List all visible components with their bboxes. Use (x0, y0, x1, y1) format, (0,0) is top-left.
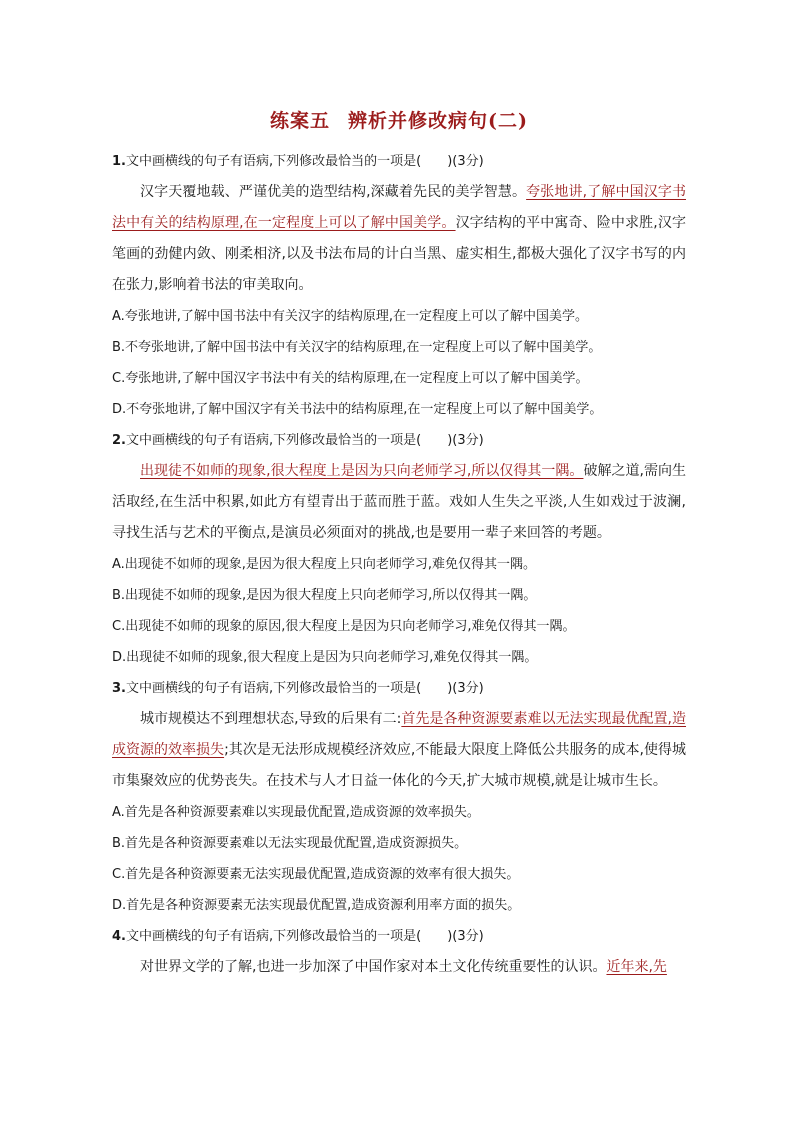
underlined-sentence: 出现徒不如师的现象,很大程度上是因为只向老师学习,所以仅得其一隅。 (140, 463, 584, 479)
question-1-passage (112, 177, 686, 301)
option-a: A.首先是各种资源要素难以实现最优配置,造成资源的效率损失。 (112, 805, 480, 820)
underlined-sentence: 夸张地讲,了解中国汉字书法中有关的结构原理,在一定程度上可以了解中国美学。 (112, 184, 686, 231)
option-a: A.夸张地讲,了解中国书法中有关汉字的结构原理,在一定程度上可以了解中国美学。 (112, 309, 589, 324)
option-c: C.夸张地讲,了解中国汉字书法中有关的结构原理,在一定程度上可以了解中国美学。 (112, 371, 589, 386)
passage-text: 城市规模达不到理想状态,导致的后果有二: (140, 711, 402, 727)
question-2-passage (112, 456, 686, 549)
underlined-sentence: 首先是各种资源要素难以无法实现最优配置,造成资源的效率损失 (112, 711, 687, 758)
question-1-prompt (112, 146, 686, 177)
option-d: D.不夸张地讲,了解中国汉字有关书法中的结构原理,在一定程度上可以了解中国美学。 (112, 402, 603, 417)
passage-text: 汉字天覆地载、严谨优美的造型结构,深藏着先民的美学智慧。 (140, 184, 527, 200)
question-4-passage (112, 952, 686, 983)
question-number: 4. (112, 929, 126, 944)
question-text: 文中画横线的句子有语病,下列修改最恰当的一项是( )(3分) (125, 681, 484, 696)
option-c: C.出现徒不如师的现象的原因,很大程度上是因为只向老师学习,难免仅得其一隅。 (112, 619, 576, 634)
option-d: D.首先是各种资源要素无法实现最优配置,造成资源利用率方面的损失。 (112, 898, 521, 913)
question-number: 2. (112, 433, 126, 448)
option-d: D.出现徒不如师的现象,很大程度上是因为只向老师学习,难免仅得其一隅。 (112, 650, 538, 665)
passage-text: ;其次是无法形成规模经济效应,不能最大限度上降低公共服务的成本,使得城市集聚效应的优势丧失。在技术与人才日益一体化的今天,扩大城市规模,就是让城市生长。 (112, 742, 686, 789)
question-3-prompt (112, 673, 686, 704)
option-b: B.出现徒不如师的现象,是因为很大程度上只向老师学习,所以仅得其一隅。 (112, 588, 537, 603)
title-part2: 辨析并修改病句(二) (348, 110, 528, 132)
question-text: 文中画横线的句子有语病,下列修改最恰当的一项是( )(3分) (125, 433, 484, 448)
exercise-content (112, 146, 686, 983)
question-text: 文中画横线的句子有语病,下列修改最恰当的一项是( )(3分) (125, 154, 484, 169)
option-b: B.不夸张地讲,了解中国书法中有关汉字的结构原理,在一定程度上可以了解中国美学。 (112, 340, 602, 355)
question-2-prompt (112, 425, 686, 456)
underlined-sentence: 近年来,先 (606, 959, 667, 975)
passage-text: 破解之道,需向生活取经,在生活中积累,如此方有望青出于蓝而胜于蓝。戏如人生失之平淡,人生如戏过于波澜,寻找生活与艺术的平衡点,是演员必须面对的挑战,也是要用一辈子来回答的考题。 (112, 463, 686, 541)
option-a: A.出现徒不如师的现象,是因为很大程度上只向老师学习,难免仅得其一隅。 (112, 557, 537, 572)
question-number: 1. (112, 154, 126, 169)
passage-text: 汉字结构的平中寓奇、险中求胜,汉字笔画的劲健内敛、刚柔相济,以及书法布局的计白当黑、虚实相生,都极大强化了汉字书写的内在张力,影响着书法的审美取向。 (112, 215, 686, 293)
question-3-passage (112, 704, 686, 797)
option-b: B.首先是各种资源要素难以无法实现最优配置,造成资源损失。 (112, 836, 468, 851)
question-number: 3. (112, 681, 126, 696)
page-title (112, 106, 686, 133)
option-c: C.首先是各种资源要素无法实现最优配置,造成资源的效率有很大损失。 (112, 867, 520, 882)
passage-text: 对世界文学的了解,也进一步加深了中国作家对本土文化传统重要性的认识。 (140, 959, 607, 975)
question-text: 文中画横线的句子有语病,下列修改最恰当的一项是( )(3分) (125, 929, 484, 944)
question-4-prompt (112, 921, 686, 952)
title-part1: 练案五 (270, 110, 331, 132)
